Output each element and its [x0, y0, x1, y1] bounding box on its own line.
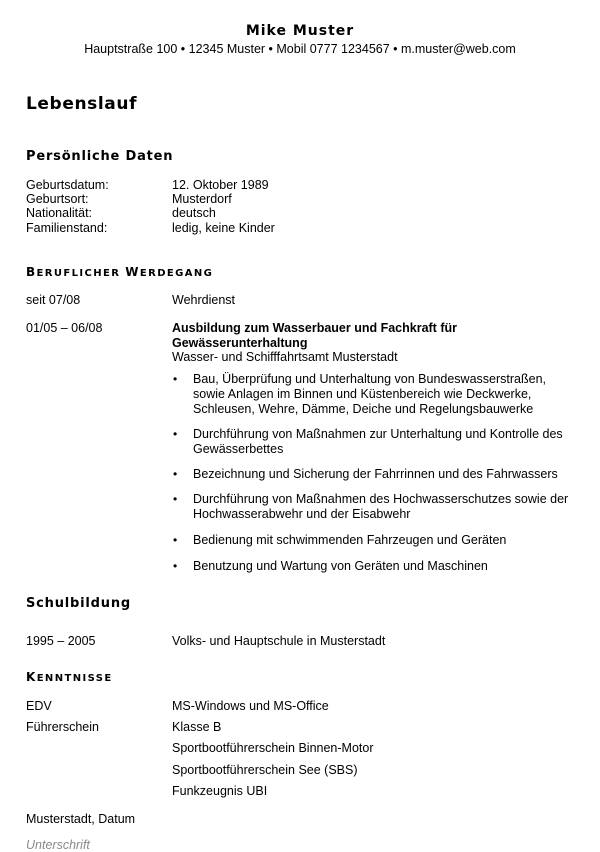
- personal-label-marital: Familienstand:: [26, 221, 108, 235]
- place-date: Musterstadt, Datum: [26, 812, 136, 826]
- career-title-line: Gewässerunterhaltung: [172, 336, 308, 350]
- signature-placeholder: Unterschrift: [26, 838, 90, 852]
- heading-rest: ERUFLICHER: [36, 268, 126, 279]
- career-duties-list: [172, 559, 582, 574]
- personal-label-nationality: Nationalität:: [26, 206, 93, 220]
- applicant-name: Mike Muster: [245, 23, 355, 39]
- heading-initial: W: [125, 265, 140, 279]
- section-heading-career: [26, 265, 213, 279]
- license-item: Funkzeugnis UBI: [172, 784, 268, 798]
- duty-item: • Durchführung von Maßnahmen des Hochwasserschutzes sowie der Hochwasserabwehr und der Eisabwehr: [172, 492, 582, 522]
- duty-item: • Bezeichnung und Sicherung der Fahrrinnen und des Fahrwassers: [172, 467, 582, 482]
- personal-label-birthdate: Geburtsdatum:: [26, 178, 109, 192]
- heading-initial: B: [26, 265, 37, 279]
- personal-value-marital: ledig, keine Kinder: [172, 221, 275, 235]
- personal-value-nationality: deutsch: [172, 206, 216, 220]
- career-title-line: Ausbildung zum Wasserbauer und Fachkraft für: [172, 321, 457, 335]
- skills-value-edv: MS-Windows und MS-Office: [172, 699, 329, 713]
- personal-value-birthdate: 12. Oktober 1989: [172, 178, 269, 192]
- personal-label-birthplace: Geburtsort:: [26, 192, 89, 206]
- skills-label-license: Führerschein: [26, 720, 99, 734]
- career-title: Wehrdienst: [172, 293, 235, 307]
- heading-initial: K: [26, 670, 37, 684]
- skills-label-edv: EDV: [26, 699, 52, 713]
- license-item: Sportbootführerschein See (SBS): [172, 763, 358, 777]
- license-item: Sportbootführerschein Binnen-Motor: [172, 741, 374, 755]
- career-duties-list: [172, 372, 582, 417]
- school-value: Volks- und Hauptschule in Musterstadt: [172, 634, 386, 648]
- career-duties-list: [172, 427, 582, 457]
- career-duties-list: [172, 533, 582, 548]
- heading-rest: ENNTNISSE: [36, 673, 113, 684]
- heading-rest: ERDEGANG: [139, 268, 214, 279]
- section-heading-school: Schulbildung: [26, 596, 131, 611]
- career-period: seit 07/08: [26, 293, 81, 307]
- career-employer: Wasser- und Schifffahrtsamt Musterstadt: [172, 350, 398, 364]
- document-title: Lebenslauf: [26, 94, 138, 114]
- section-heading-personal: Persönliche Daten: [26, 149, 174, 164]
- career-duties-list: [172, 467, 582, 482]
- career-duties-list: [172, 492, 582, 522]
- duty-item: • Bau, Überprüfung und Unterhaltung von Bundeswasserstraßen, sowie Anlagen im Binnen und Küstenbereich wie Deckwerke, Schleusen, Wehre, Dämme, Deiche und Regelungsbauwerke: [172, 372, 563, 417]
- duty-item: • Durchführung von Maßnahmen zur Unterhaltung und Kontrolle des Gewässerbettes: [172, 427, 582, 457]
- personal-value-birthplace: Musterdorf: [172, 192, 232, 206]
- duty-item: • Bedienung mit schwimmenden Fahrzeugen und Geräten: [172, 533, 582, 548]
- career-period: 01/05 – 06/08: [26, 321, 103, 335]
- duty-item: • Benutzung und Wartung von Geräten und Maschinen: [172, 559, 582, 574]
- section-heading-skills: [26, 670, 113, 684]
- school-period: 1995 – 2005: [26, 634, 96, 648]
- license-item: Klasse B: [172, 720, 222, 734]
- contact-line: Hauptstraße 100 • 12345 Muster • Mobil 0777 1234567 • m.muster@web.com: [84, 42, 516, 56]
